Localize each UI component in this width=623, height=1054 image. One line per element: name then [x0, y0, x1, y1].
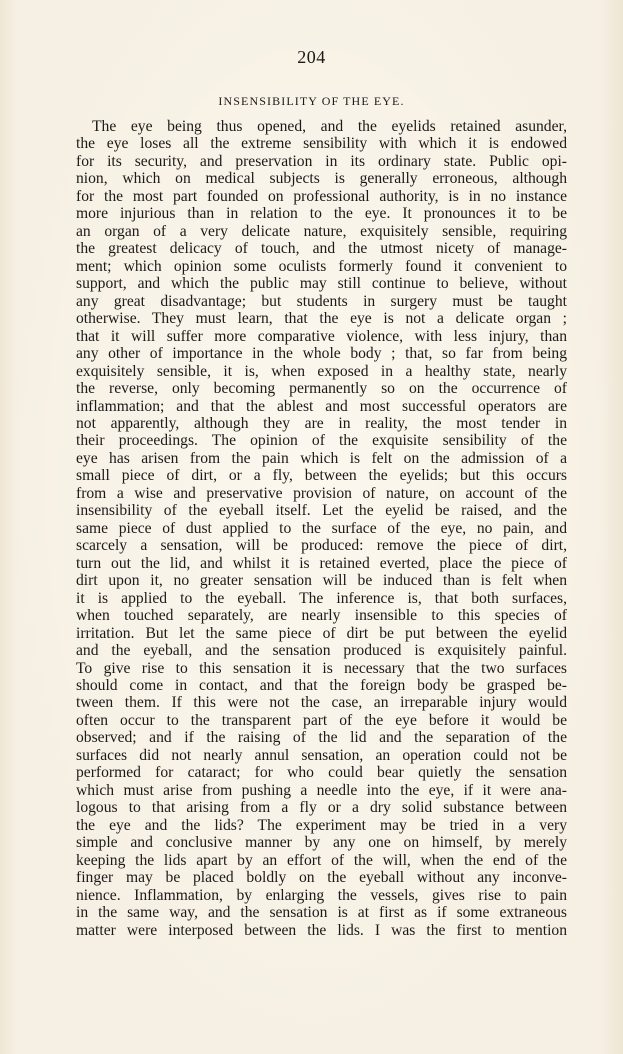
text-line: the greatest delicacy of touch, and the utmost nicety of manage-: [76, 240, 567, 258]
text-line: it is applied to the eyeball. The inference is, that both surfaces,: [76, 589, 567, 607]
text-line: simple and conclusive manner by any one on himself, by merely: [76, 834, 567, 852]
text-line: exquisitely sensible, it is, when exposed in a healthy state, nearly: [76, 362, 567, 380]
text-line: an organ of a very delicate nature, exquisitely sensible, requiring: [76, 222, 567, 240]
page-number: 204: [297, 47, 326, 67]
text-line: scarcely a sensation, will be produced: remove the piece of dirt,: [76, 537, 567, 555]
text-line: ment; which opinion some oculists formerly found it convenient to: [76, 257, 567, 275]
text-line: which must arise from pushing a needle into the eye, if it were ana-: [76, 781, 567, 799]
text-line: nience. Inflammation, by enlarging the vessels, gives rise to pain: [76, 886, 567, 904]
text-line: and the eyeball, and the sensation produced is exquisitely painful.: [76, 642, 567, 660]
text-line: otherwise. They must learn, that the eye is not a delicate organ ;: [76, 310, 567, 328]
text-line: keeping the lids apart by an effort of the will, when the end of the: [76, 851, 567, 869]
text-line: eye has arisen from the pain which is felt on the admission of a: [76, 449, 567, 467]
text-line: in the same way, and the sensation is at first as if some extraneous: [76, 904, 567, 922]
text-line: more injurious than in relation to the eye. It pronounces it to be: [76, 205, 567, 223]
text-line: from a wise and preservative provision of nature, on account of the: [76, 484, 567, 502]
text-line: dirt upon it, no greater sensation will be induced than is felt when: [76, 572, 567, 590]
text-line: irritation. But let the same piece of dirt be put between the eyelid: [76, 624, 567, 642]
text-line: should come in contact, and that the foreign body be grasped be-: [76, 677, 567, 694]
text-line: The eye being thus opened, and the eyelids retained asunder,: [92, 118, 567, 135]
text-line: finger may be placed boldly on the eyeball without any inconve-: [76, 869, 567, 887]
text-line: same piece of dust applied to the surface of the eye, no pain, and: [76, 519, 567, 537]
text-line: insensibility of the eyeball itself. Let the eyelid be raised, and the: [76, 502, 567, 520]
text-line: observed; and if the raising of the lid and the separation of the: [76, 729, 567, 747]
text-line: support, and which the public may still continue to believe, without: [76, 275, 567, 293]
body-text: [76, 118, 567, 939]
text-line: the eye loses all the extreme sensibility with which it is endowed: [76, 135, 567, 153]
text-line: performed for cataract; for who could bear quietly the sensation: [76, 764, 567, 782]
text-line: any other of importance in the whole body ; that, so far from being: [76, 345, 567, 363]
text-line: for the most part founded on professional authority, is in no instance: [76, 187, 567, 205]
text-line: that it will suffer more comparative violence, with less injury, than: [76, 327, 567, 345]
text-line: the reverse, only becoming permanently so on the occurrence of: [76, 380, 567, 398]
text-line: the eye and the lids? The experiment may be tried in a very: [76, 816, 567, 834]
text-line: logous to that arising from a fly or a dry solid substance between: [76, 799, 567, 817]
text-line: To give rise to this sensation it is necessary that the two surfaces: [76, 659, 567, 677]
text-line: for its security, and preservation in its ordinary state. Public opi-: [76, 152, 567, 170]
text-line: often occur to the transparent part of the eye before it would be: [76, 711, 567, 729]
text-line: small piece of dirt, or a fly, between the eyelids; but this occurs: [76, 467, 567, 485]
text-line: when touched separately, are nearly insensible to this species of: [76, 607, 567, 625]
text-line: turn out the lid, and whilst it is retained everted, place the piece of: [76, 554, 567, 572]
text-line: surfaces did not nearly annul sensation, an operation could not be: [76, 746, 567, 764]
text-line: not apparently, although they are in reality, the most tender in: [76, 414, 567, 432]
text-line: nion, which on medical subjects is generally erroneous, although: [76, 170, 567, 188]
text-line: any great disadvantage; but students in surgery must be taught: [76, 292, 567, 310]
text-line: tween them. If this were not the case, an irreparable injury would: [76, 694, 567, 712]
text-line: their proceedings. The opinion of the exquisite sensibility of the: [76, 432, 567, 450]
text-line: matter were interposed between the lids. I was the first to mention: [76, 921, 567, 939]
text-line: inflammation; and that the ablest and most successful operators are: [76, 397, 567, 415]
running-head: INSENSIBILITY OF THE EYE.: [218, 94, 405, 108]
